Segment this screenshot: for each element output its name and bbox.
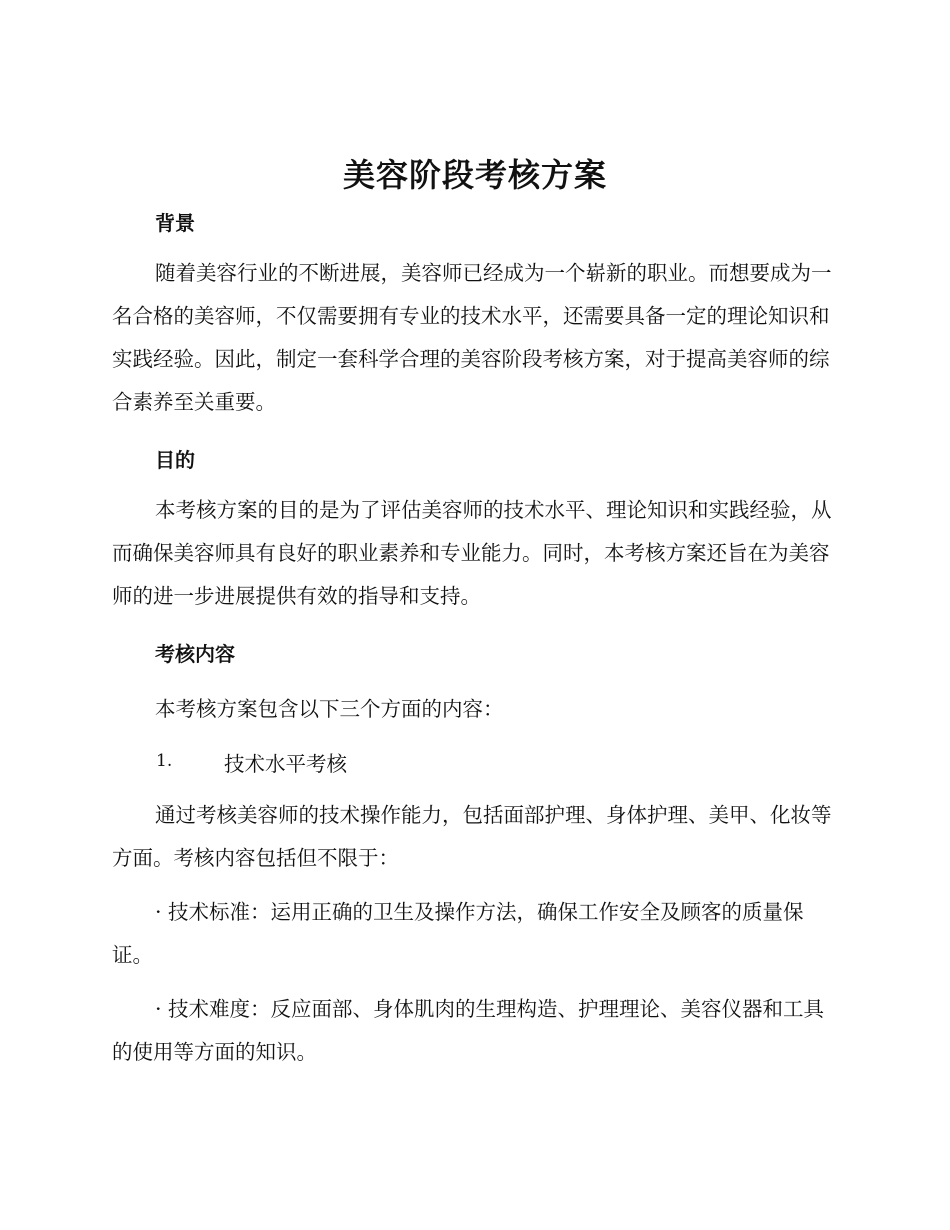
list-item-title: 技术水平考核	[224, 752, 347, 776]
paragraph-background: 随着美容行业的不断进展，美容师已经成为一个崭新的职业。而想要成为一名合格的美容师，不仅需要拥有专业的技术水平，还需要具备一定的理论知识和实践经验。因此，制定一套科学合理的美容阶段考核方案，对于提高美容师的综合素养至关重要。	[112, 261, 832, 414]
heading-purpose: 目的	[155, 448, 195, 472]
paragraph-content-intro: 本考核方案包含以下三个方面的内容：	[155, 697, 504, 721]
paragraph-item1: 通过考核美容师的技术操作能力，包括面部护理、身体护理、美甲、化妆等方面。考核内容包括但不限于：	[112, 803, 832, 870]
document-title: 美容阶段考核方案	[342, 156, 607, 194]
bullet-technical-difficulty: · 技术难度：反应面部、身体肌肉的生理构造、护理理论、美容仪器和工具的使用等方面的知识。	[112, 997, 825, 1064]
paragraph-purpose: 本考核方案的目的是为了评估美容师的技术水平、理论知识和实践经验，从而确保美容师具有良好的职业素养和专业能力。同时，本考核方案还旨在为美容师的进一步进展提供有效的指导和支持。	[112, 498, 832, 608]
heading-background: 背景	[155, 211, 195, 235]
bullet-technical-standard: · 技术标准：运用正确的卫生及操作方法，确保工作安全及顾客的质量保证。	[112, 900, 804, 967]
heading-content: 考核内容	[155, 642, 235, 666]
list-item-number: 1.	[156, 751, 173, 771]
